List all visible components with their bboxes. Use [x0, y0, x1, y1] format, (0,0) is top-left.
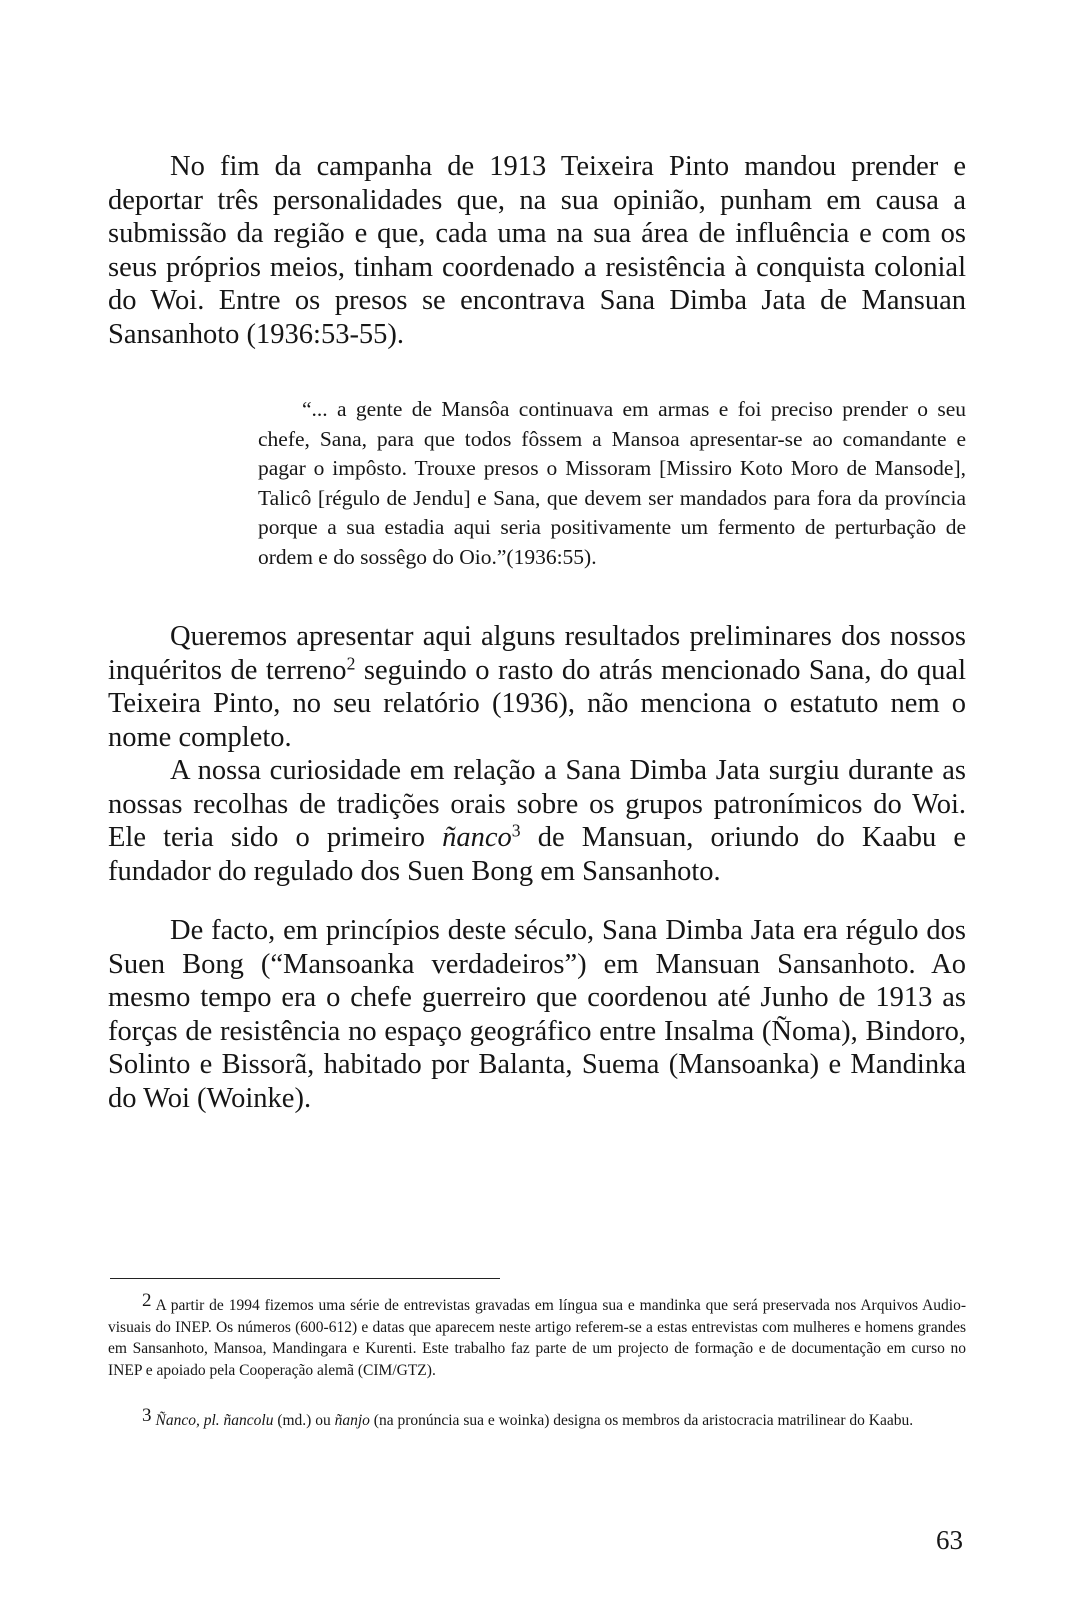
footnote-3-text-a: (md.) ou [273, 1412, 335, 1429]
paragraph-3-term: ñanco [442, 822, 512, 854]
footnote-3-text-b: (na pronúncia sua e woinka) designa os membros da aristocracia matrilinear do Kaabu. [369, 1412, 914, 1429]
paragraph-3 [108, 754, 966, 888]
paragraph-2-text-b: seguindo o rasto do atrás mencionado Sana, do qual Teixeira Pinto, no seu relatório (1936), não menciona o estatuto nem o nome completo. [108, 654, 966, 753]
footnote-3-term-2: ñanjo [334, 1412, 370, 1429]
footnote-divider [110, 1278, 500, 1279]
paragraph-2 [108, 620, 966, 754]
block-quote: “... a gente de Mansôa continuava em armas e foi preciso prender o seu chefe, Sana, para que todos fôssem a Mansoa apresentar-se ao comandante e pagar o impôsto. Trouxe presos o Missoram [Missiro Koto Moro de Mansode], Talicô [régulo de Jendu] e Sana, que devem ser mandados para fora da província porque a sua estadia aqui seria positivamente um fermento de perturbação de ordem e do sossêgo do Oio.”(1936:55). [258, 397, 966, 569]
paragraph-2-text-a: Queremos apresentar aqui alguns resultados preliminares dos nossos inquéritos de terreno [108, 621, 966, 686]
footnote-2 [108, 1290, 966, 1381]
footnote-ref-3[interactable]: 3 [511, 820, 521, 841]
paragraph-3-text-b: de Mansuan, oriundo do Kaabu e fundador do regulado dos Suen Bong em Sansanhoto. [108, 822, 967, 887]
paragraph-4: De facto, em princípios deste século, Sana Dimba Jata era régulo dos Suen Bong (“Mansoanka verdadeiros”) em Mansuan Sansanhoto. Ao mesmo tempo era o chefe guerreiro que coordenou até Junho de 1913 as forças de resistência no espaço geográfico entre Insalma (Ñoma), Bindoro, Solinto e Bissorã, habitado por Balanta, Suema (Mansoanka) e Mandinka do Woi (Woinke). [108, 915, 966, 1114]
footnote-ref-2[interactable]: 2 [346, 652, 356, 673]
footnote-2-text: A partir de 1994 fizemos uma série de entrevistas gravadas em língua sua e mandinka que será preservada nos Arquivos Audio-visuais do INEP. Os números (600-612) e datas que aparecem neste artigo referem-se a estas entrevistas com mulheres e homens grandes em Sansanhoto, Mansoa, Mandingara e Kurenti. Este trabalho faz parte de um projecto de formação e de documentação em curso no INEP e apoiado pela Cooperação alemã (CIM/GTZ). [108, 1297, 966, 1379]
paragraph-1: No fim da campanha de 1913 Teixeira Pinto mandou prender e deportar três personalidades que, na sua opinião, punham em causa a submissão da região e que, cada uma na sua área de influência e com os seus próprios meios, tinham coordenado a resistência à conquista colonial do Woi. Entre os presos se encontrava Sana Dimba Jata de Mansuan Sansanhoto (1936:53-55). [108, 151, 966, 350]
footnote-2-mark: 2 [142, 1290, 152, 1311]
footnote-3-term: Ñanco, pl. ñancolu [155, 1412, 274, 1429]
footnote-3 [108, 1405, 966, 1432]
paragraph-3-text-a: A nossa curiosidade em relação a Sana Dimba Jata surgiu durante as nossas recolhas de tradições orais sobre os grupos patronímicos do Woi. Ele teria sido o primeiro [108, 755, 966, 854]
page-number: 63 [936, 1525, 963, 1555]
footnote-3-mark: 3 [142, 1405, 152, 1426]
